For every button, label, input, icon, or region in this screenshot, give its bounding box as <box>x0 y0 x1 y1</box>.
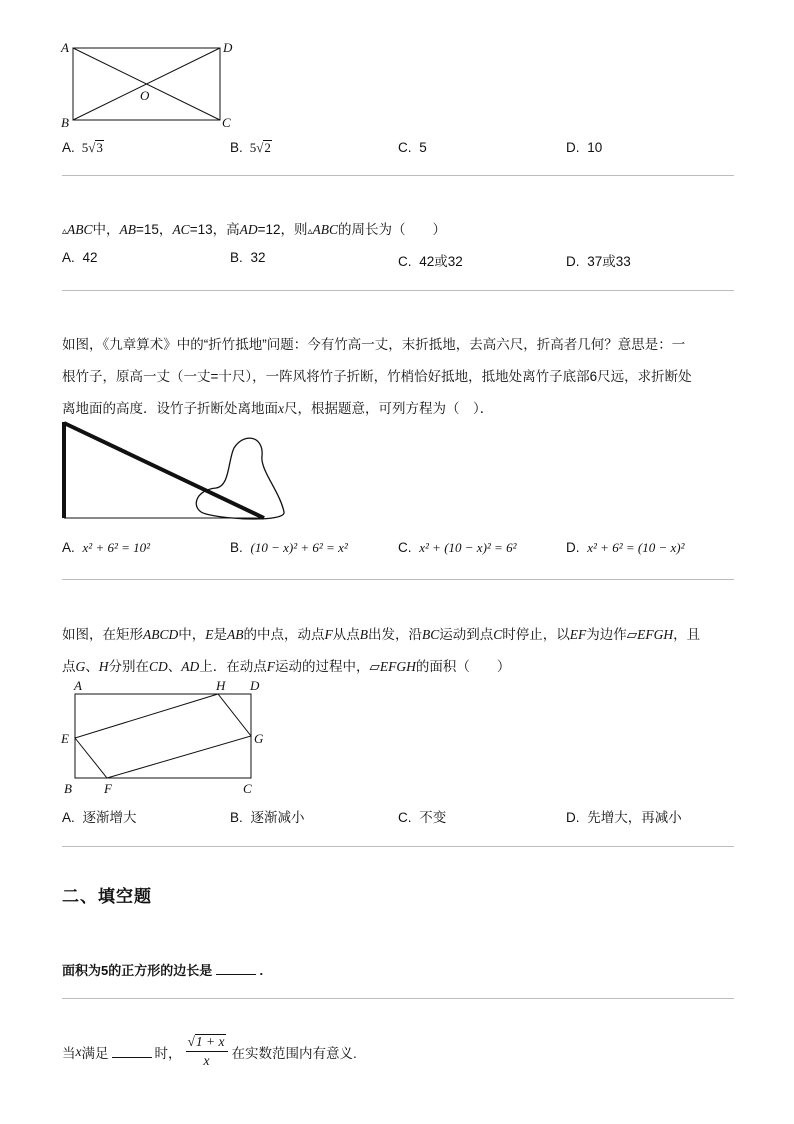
option-letter: B. <box>230 540 243 555</box>
divider <box>62 175 734 176</box>
sqrt-symbol: √ <box>256 140 264 155</box>
option-letter: D. <box>566 140 580 155</box>
answer-blank[interactable] <box>216 962 256 975</box>
q3-option-c[interactable] <box>398 540 516 556</box>
sqrt-symbol: √ <box>187 1034 195 1049</box>
text: 、 <box>85 659 99 674</box>
option-letter: A. <box>62 540 75 555</box>
broken-bamboo-figure <box>58 418 290 524</box>
math-var: G <box>75 659 86 674</box>
option-text: 42或32 <box>419 254 463 269</box>
text: 运动的过程中，▱ <box>275 659 380 674</box>
q4-stem-line-1 <box>62 623 700 643</box>
q4-option-b[interactable] <box>230 806 305 826</box>
label-g: G <box>254 731 264 746</box>
text: 分别在 <box>108 659 149 674</box>
option-expression: x² + 6² = 10² <box>82 540 151 555</box>
math-var: AB <box>119 222 137 237</box>
q4-option-c[interactable] <box>398 806 446 826</box>
coef: 5 <box>81 140 89 155</box>
q2-option-c[interactable] <box>398 250 463 270</box>
text: 尺，根据题意，可列方程为（ ）． <box>284 401 494 416</box>
option-text: 不变 <box>419 810 447 825</box>
answer-blank[interactable] <box>112 1045 152 1058</box>
option-letter: B. <box>230 140 243 155</box>
q4-stem-line-2 <box>62 655 510 675</box>
coef: 5 <box>249 140 257 155</box>
q3-stem-line-1: 如图，《九章算术》中的“折竹抵地”问题：今有竹高一丈，末折抵地，去高六尺，折高者几何？意思是：一 <box>62 337 686 352</box>
text: =15， <box>136 222 173 237</box>
option-letter: C. <box>398 254 412 269</box>
label-d: D <box>250 678 260 693</box>
q4-option-d[interactable] <box>566 806 682 826</box>
label-e: E <box>61 731 69 746</box>
option-letter: B. <box>230 250 243 265</box>
text: 在实数范围内有意义. <box>231 1045 357 1061</box>
option-letter: A. <box>62 250 75 265</box>
option-text: 32 <box>250 250 266 265</box>
q6-stem <box>62 1034 357 1069</box>
math-var: C <box>493 627 503 642</box>
divider <box>62 998 734 999</box>
option-text: 37或33 <box>587 254 631 269</box>
broken-top <box>64 423 264 518</box>
option-text: 逐渐增大 <box>82 810 137 825</box>
option-letter: C. <box>398 810 412 825</box>
fraction-denominator: x <box>203 1053 210 1068</box>
label-o: O <box>140 88 150 103</box>
radicand: 3 <box>96 140 103 155</box>
text: =13，高 <box>189 222 240 237</box>
text: 、 <box>167 659 182 674</box>
text: 是 <box>213 627 227 642</box>
q3-option-d[interactable] <box>566 540 684 556</box>
text: 上．在动点 <box>199 659 267 674</box>
option-letter: D. <box>566 810 580 825</box>
triangle-symbol: ▵ <box>62 226 68 237</box>
rectangle-parallelogram-figure <box>58 676 270 800</box>
option-letter: A. <box>62 810 75 825</box>
label-b: B <box>61 115 69 130</box>
q1-option-c[interactable] <box>398 140 427 155</box>
label-d: D <box>223 40 233 55</box>
text: 离地面的高度．设竹子折断处离地面 <box>62 401 278 416</box>
radicand: 1 + x <box>195 1034 225 1049</box>
option-text: 5 <box>419 140 427 155</box>
text: 运动到点 <box>439 627 494 642</box>
math-var: EFGH <box>379 659 416 674</box>
text: 为边作▱ <box>586 627 638 642</box>
option-text: 逐渐减小 <box>250 810 305 825</box>
option-expression: x² + (10 − x)² = 6² <box>419 540 517 555</box>
sqrt-symbol: √ <box>88 140 96 155</box>
rectangle-diagonals-figure <box>58 38 238 132</box>
option-expression <box>79 140 104 155</box>
label-c: C <box>243 781 252 796</box>
label-h: H <box>216 678 226 693</box>
text: 满足 <box>81 1045 109 1061</box>
divider <box>62 579 734 580</box>
divider <box>62 290 734 291</box>
math-var: B <box>359 627 368 642</box>
option-letter: D. <box>566 254 580 269</box>
divider <box>62 846 734 847</box>
math-var: AB <box>227 627 244 642</box>
fraction-expression <box>186 1034 228 1069</box>
text: 当 <box>62 1045 76 1061</box>
text: 的中点，动点 <box>243 627 325 642</box>
rectangle-abcd <box>75 694 251 778</box>
math-var: ABCD <box>143 627 179 642</box>
text: . <box>259 963 264 978</box>
label-a: A <box>74 678 82 693</box>
option-expression: x² + 6² = (10 − x)² <box>587 540 685 555</box>
label-a: A <box>61 40 69 55</box>
math-var: AC <box>172 222 190 237</box>
option-letter: C. <box>398 140 412 155</box>
math-var: F <box>266 659 276 674</box>
math-var: AD <box>239 222 258 237</box>
label-c: C <box>222 115 231 130</box>
text: 中， <box>178 627 206 642</box>
text: 出发，沿 <box>368 627 422 642</box>
parallelogram-efgh <box>75 694 251 778</box>
q1-option-d[interactable] <box>566 140 602 155</box>
math-var: EF <box>569 627 587 642</box>
radicand: 2 <box>264 140 271 155</box>
text: 的周长为（ ） <box>338 222 447 237</box>
math-var: ABC <box>67 222 93 237</box>
q1-option-a[interactable] <box>62 140 104 156</box>
option-letter: C. <box>398 540 412 555</box>
option-expression: (10 − x)² + 6² = x² <box>250 540 348 555</box>
text: =12，则 <box>257 222 308 237</box>
text: ，且 <box>673 627 701 642</box>
label-f: F <box>104 781 112 796</box>
q3-option-a[interactable] <box>62 540 150 556</box>
math-var: EFGH <box>637 627 674 642</box>
option-expression <box>247 140 272 155</box>
q2-option-b[interactable] <box>230 250 266 265</box>
option-text: 10 <box>587 140 603 155</box>
text: 点 <box>62 659 76 674</box>
math-var: H <box>98 659 109 674</box>
q1-option-b[interactable] <box>230 140 272 156</box>
math-var: CD <box>149 659 168 674</box>
text: 从点 <box>332 627 360 642</box>
text: 时停止，以 <box>502 627 570 642</box>
math-var: BC <box>422 627 440 642</box>
math-var: x <box>75 1043 82 1059</box>
q3-stem-line-3 <box>62 397 493 417</box>
label-b: B <box>64 781 72 796</box>
option-text: 42 <box>82 250 98 265</box>
text: 如图，在矩形 <box>62 627 143 642</box>
q4-option-a[interactable] <box>62 806 137 826</box>
option-letter: B. <box>230 810 243 825</box>
section-title: 二、填空题 <box>62 887 152 906</box>
option-letter: D. <box>566 540 580 555</box>
q3-option-b[interactable] <box>230 540 348 556</box>
math-var: x <box>278 401 284 416</box>
text: 中， <box>92 222 120 237</box>
q3-stem-line-2: 根竹子，原高一丈（一丈=十尺），一阵风将竹子折断，竹梢恰好抵地，抵地处离竹子底部6尺远，求折断处 <box>62 369 692 384</box>
q2-option-a[interactable] <box>62 250 98 265</box>
triangle-symbol: ▵ <box>307 226 313 237</box>
text: 时， <box>154 1045 182 1061</box>
q2-stem <box>62 218 446 238</box>
text: 的面积（ ） <box>415 659 511 674</box>
math-var: AD <box>181 659 200 674</box>
math-var: ABC <box>312 222 339 237</box>
option-text: 先增大，再减小 <box>587 810 682 825</box>
option-letter: A. <box>62 140 75 155</box>
q2-option-d[interactable] <box>566 250 631 270</box>
q5-stem <box>62 960 263 979</box>
text: 面积为5的正方形的边长是 <box>62 963 213 978</box>
math-var: E <box>205 627 214 642</box>
math-var: F <box>324 627 333 642</box>
fraction-numerator <box>186 1034 228 1052</box>
